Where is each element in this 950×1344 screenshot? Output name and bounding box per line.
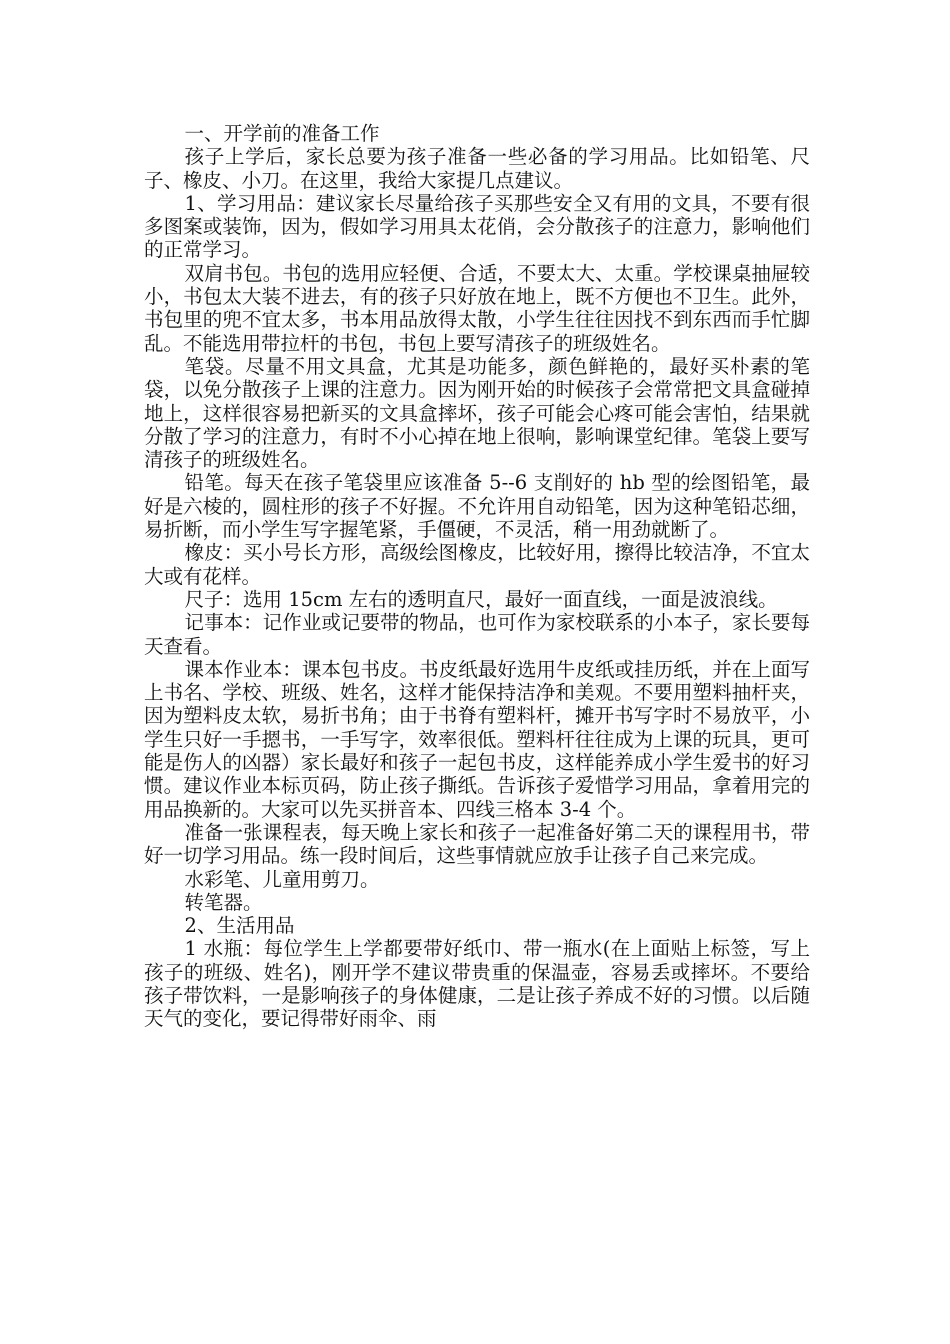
paragraph: 双肩书包。书包的选用应轻便、合适，不要太大、太重。学校课桌抽屉较小，书包太大装不进去，有的孩子只好放在地上，既不方便也不卫生。此外，书包里的兜不宜太多，书本用品放得太散，小学生往往因找不到东西而手忙脚乱。不能选用带拉杆的书包，书包上要写清孩子的班级姓名。 xyxy=(144,261,810,355)
paragraph: 尺子：选用 15cm 左右的透明直尺，最好一面直线，一面是波浪线。 xyxy=(184,587,778,611)
paragraph: 1 水瓶：每位学生上学都要带好纸巾、带一瓶水(在上面贴上标签，写上孩子的班级、姓名)，刚开学不建议带贵重的保温壶，容易丢或摔坏。不要给孩子带饮料，一是影响孩子的身体健康，二是让孩子养成不好的习惯。以后随天气的变化，要记得带好雨伞、雨 xyxy=(144,937,810,1031)
paragraph: 橡皮：买小号长方形，高级绘图橡皮，比较好用，擦得比较洁净，不宜太大或有花样。 xyxy=(144,541,810,588)
section-heading: 一、开学前的准备工作 xyxy=(184,122,380,145)
paragraph: 铅笔。每天在孩子笔袋里应该准备 5--6 支削好的 hb 型的绘图铅笔，最好是六棱的，圆柱形的孩子不好握。不允许用自动铅笔，因为这种笔铅芯细，易折断，而小学生写字握笔紧，手僵硬，不灵活，稍一用劲就断了。 xyxy=(144,471,810,542)
paragraph: 孩子上学后，家长总要为孩子准备一些必备的学习用品。比如铅笔、尺子、橡皮、小刀。在这里，我给大家提几点建议。 xyxy=(144,145,810,192)
paragraph: 水彩笔、儿童用剪刀。 xyxy=(184,867,380,891)
paragraph: 笔袋。尽量不用文具盒，尤其是功能多，颜色鲜艳的，最好买朴素的笔袋，以免分散孩子上课的注意力。因为刚开始的时候孩子会常常把文具盒碰掉地上，这样很容易把新买的文具盒摔坏，孩子可能会心疼可能会害怕，结果就分散了学习的注意力，有时不小心掉在地上很响，影响课堂纪律。笔袋上要写清孩子的班级姓名。 xyxy=(144,354,810,472)
paragraph: 记事本：记作业或记要带的物品，也可作为家校联系的小本子，家长要每天查看。 xyxy=(144,611,810,658)
document-body xyxy=(144,122,810,1031)
paragraph: 课本作业本：课本包书皮。书皮纸最好选用牛皮纸或挂历纸，并在上面写上书名、学校、班级、姓名，这样才能保持洁净和美观。不要用塑料抽杆夹，因为塑料皮太软，易折书角；由于书脊有塑料杆，摊开书写字时不易放平，小学生只好一手摁书，一手写字，效率很低。塑料杆往往成为上课的玩具，更可能是伤人的凶器）家长最好和孩子一起包书皮，这样能养成小学生爱书的好习惯。建议作业本标页码，防止孩子撕纸。告诉孩子爱惜学习用品，拿着用完的用品换新的。大家可以先买拼音本、四线三格本 3-4 个。 xyxy=(144,657,810,821)
section-heading: 2、生活用品 xyxy=(184,914,295,938)
paragraph: 准备一张课程表，每天晚上家长和孩子一起准备好第二天的课程用书，带好一切学习用品。练一段时间后，这些事情就应放手让孩子自己来完成。 xyxy=(144,820,810,868)
paragraph: 转笔器。 xyxy=(184,890,263,914)
paragraph: 1、学习用品：建议家长尽量给孩子买那些安全又有用的文具，不要有很多图案或装饰，因为，假如学习用具太花俏，会分散孩子的注意力，影响他们的正常学习。 xyxy=(144,191,810,262)
